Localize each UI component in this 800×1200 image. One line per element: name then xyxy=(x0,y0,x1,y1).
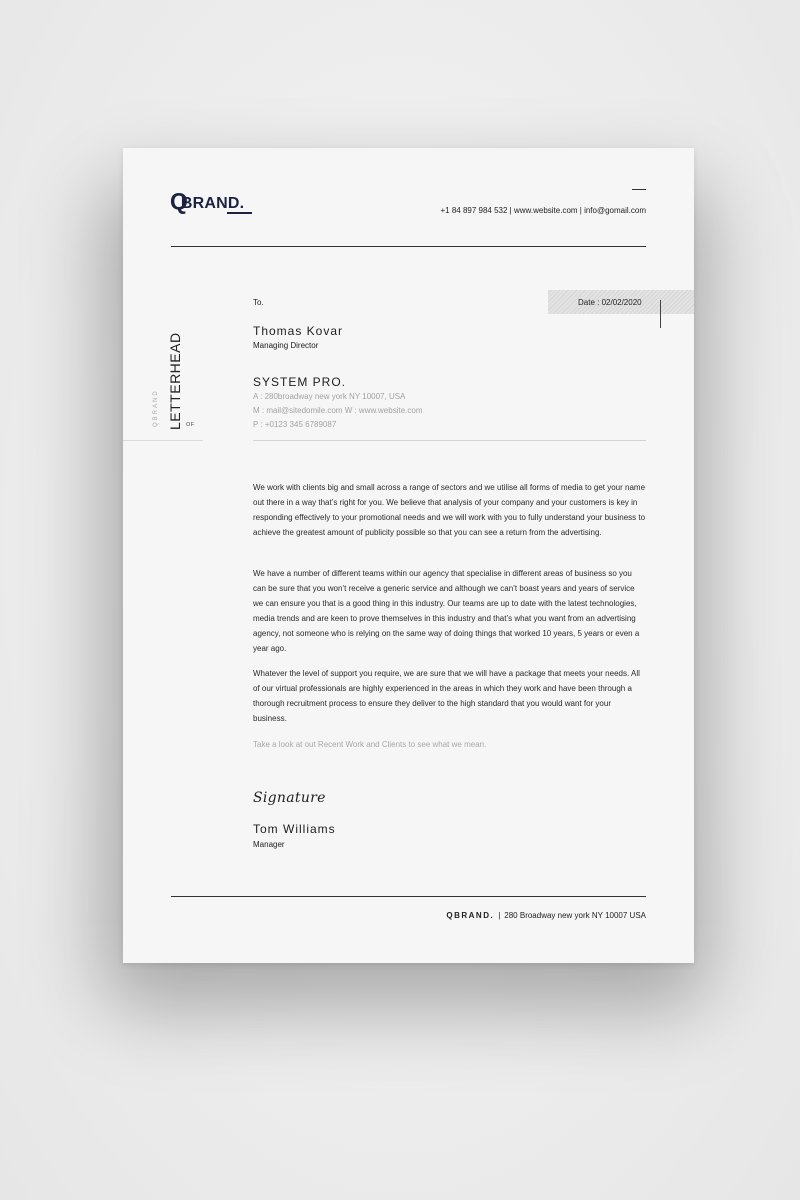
body-paragraph-2 xyxy=(253,566,646,656)
side-rule xyxy=(123,440,203,441)
recipient-divider xyxy=(253,440,646,441)
logo-letter: Q xyxy=(170,188,187,214)
body-paragraph-4 xyxy=(253,737,646,752)
footer xyxy=(446,911,646,920)
paragraph-text: We have a number of different teams within our agency that specialise in different areas of business so you can be sure that you won’t receive a generic service and although we can’t boast years and years of service we can ensure you that is a good thing in this industry. Our teams are up to date with the latest technologies, media trends and are keen to prove themselves in this industry and that’s what you want from an advertising agency, not someone who is relying on the same way of doing things that worked 10 years, 5 years or even a year ago. xyxy=(253,569,640,653)
signer-name: Tom Williams xyxy=(253,822,336,836)
footer-brand: QBRAND. xyxy=(446,911,495,920)
side-label-of: OF xyxy=(186,422,195,428)
side-label-main: LETTERHEAD xyxy=(167,332,183,430)
letterhead-sheet xyxy=(123,148,694,963)
paragraph-text: Whatever the level of support you require, we are sure that we will have a package that meets your needs. All of our virtual professionals are highly experienced in the areas in which they work and have been through a thorough recruitment process to ensure they deliver to the high standard that you would want for your business. xyxy=(253,669,640,723)
recipient-company: SYSTEM PRO. xyxy=(253,375,347,389)
footer-address: 280 Broadway new york NY 10007 USA xyxy=(504,911,646,920)
paragraph-text: We work with clients big and small across a range of sectors and we utilise all forms of media to get your name out there in a way that’s right for you. We believe that analysis of your company and your customers is key in responding effectively to your promotional needs and we will work with you to fully understand your business to achieve the greatest amount of publicity possible so that you can see a return from the advertising. xyxy=(253,483,646,537)
recipient-address: A : 280broadway new york NY 10007, USA xyxy=(253,392,406,401)
recipient-mail-web: M : mail@sitedomile.com W : www.website.com xyxy=(253,406,423,415)
footer-divider xyxy=(171,896,646,897)
header-contact: +1 84 897 984 532 | www.website.com | info@gomail.com xyxy=(440,206,646,215)
body-paragraph-3 xyxy=(253,666,646,726)
recipient-phone: P : +0123 345 6789087 xyxy=(253,420,337,429)
paragraph-text: Take a look at out Recent Work and Clients to see what we mean. xyxy=(253,740,487,749)
recipient-name: Thomas Kovar xyxy=(253,324,344,338)
date-tick xyxy=(660,300,661,328)
side-label-brand: QBRAND xyxy=(153,389,159,427)
body-paragraph-1 xyxy=(253,480,646,540)
recipient-title: Managing Director xyxy=(253,341,319,350)
top-dash xyxy=(632,189,646,190)
date: Date : 02/02/2020 xyxy=(578,298,642,307)
to-label: To. xyxy=(253,298,264,307)
side-label xyxy=(153,280,201,430)
footer-separator: | xyxy=(498,911,501,920)
signature-script: Signature xyxy=(253,790,326,806)
signer-role: Manager xyxy=(253,840,285,849)
logo-underline xyxy=(227,212,252,214)
logo-text: BRAND. xyxy=(180,195,245,212)
header-divider xyxy=(171,246,646,247)
